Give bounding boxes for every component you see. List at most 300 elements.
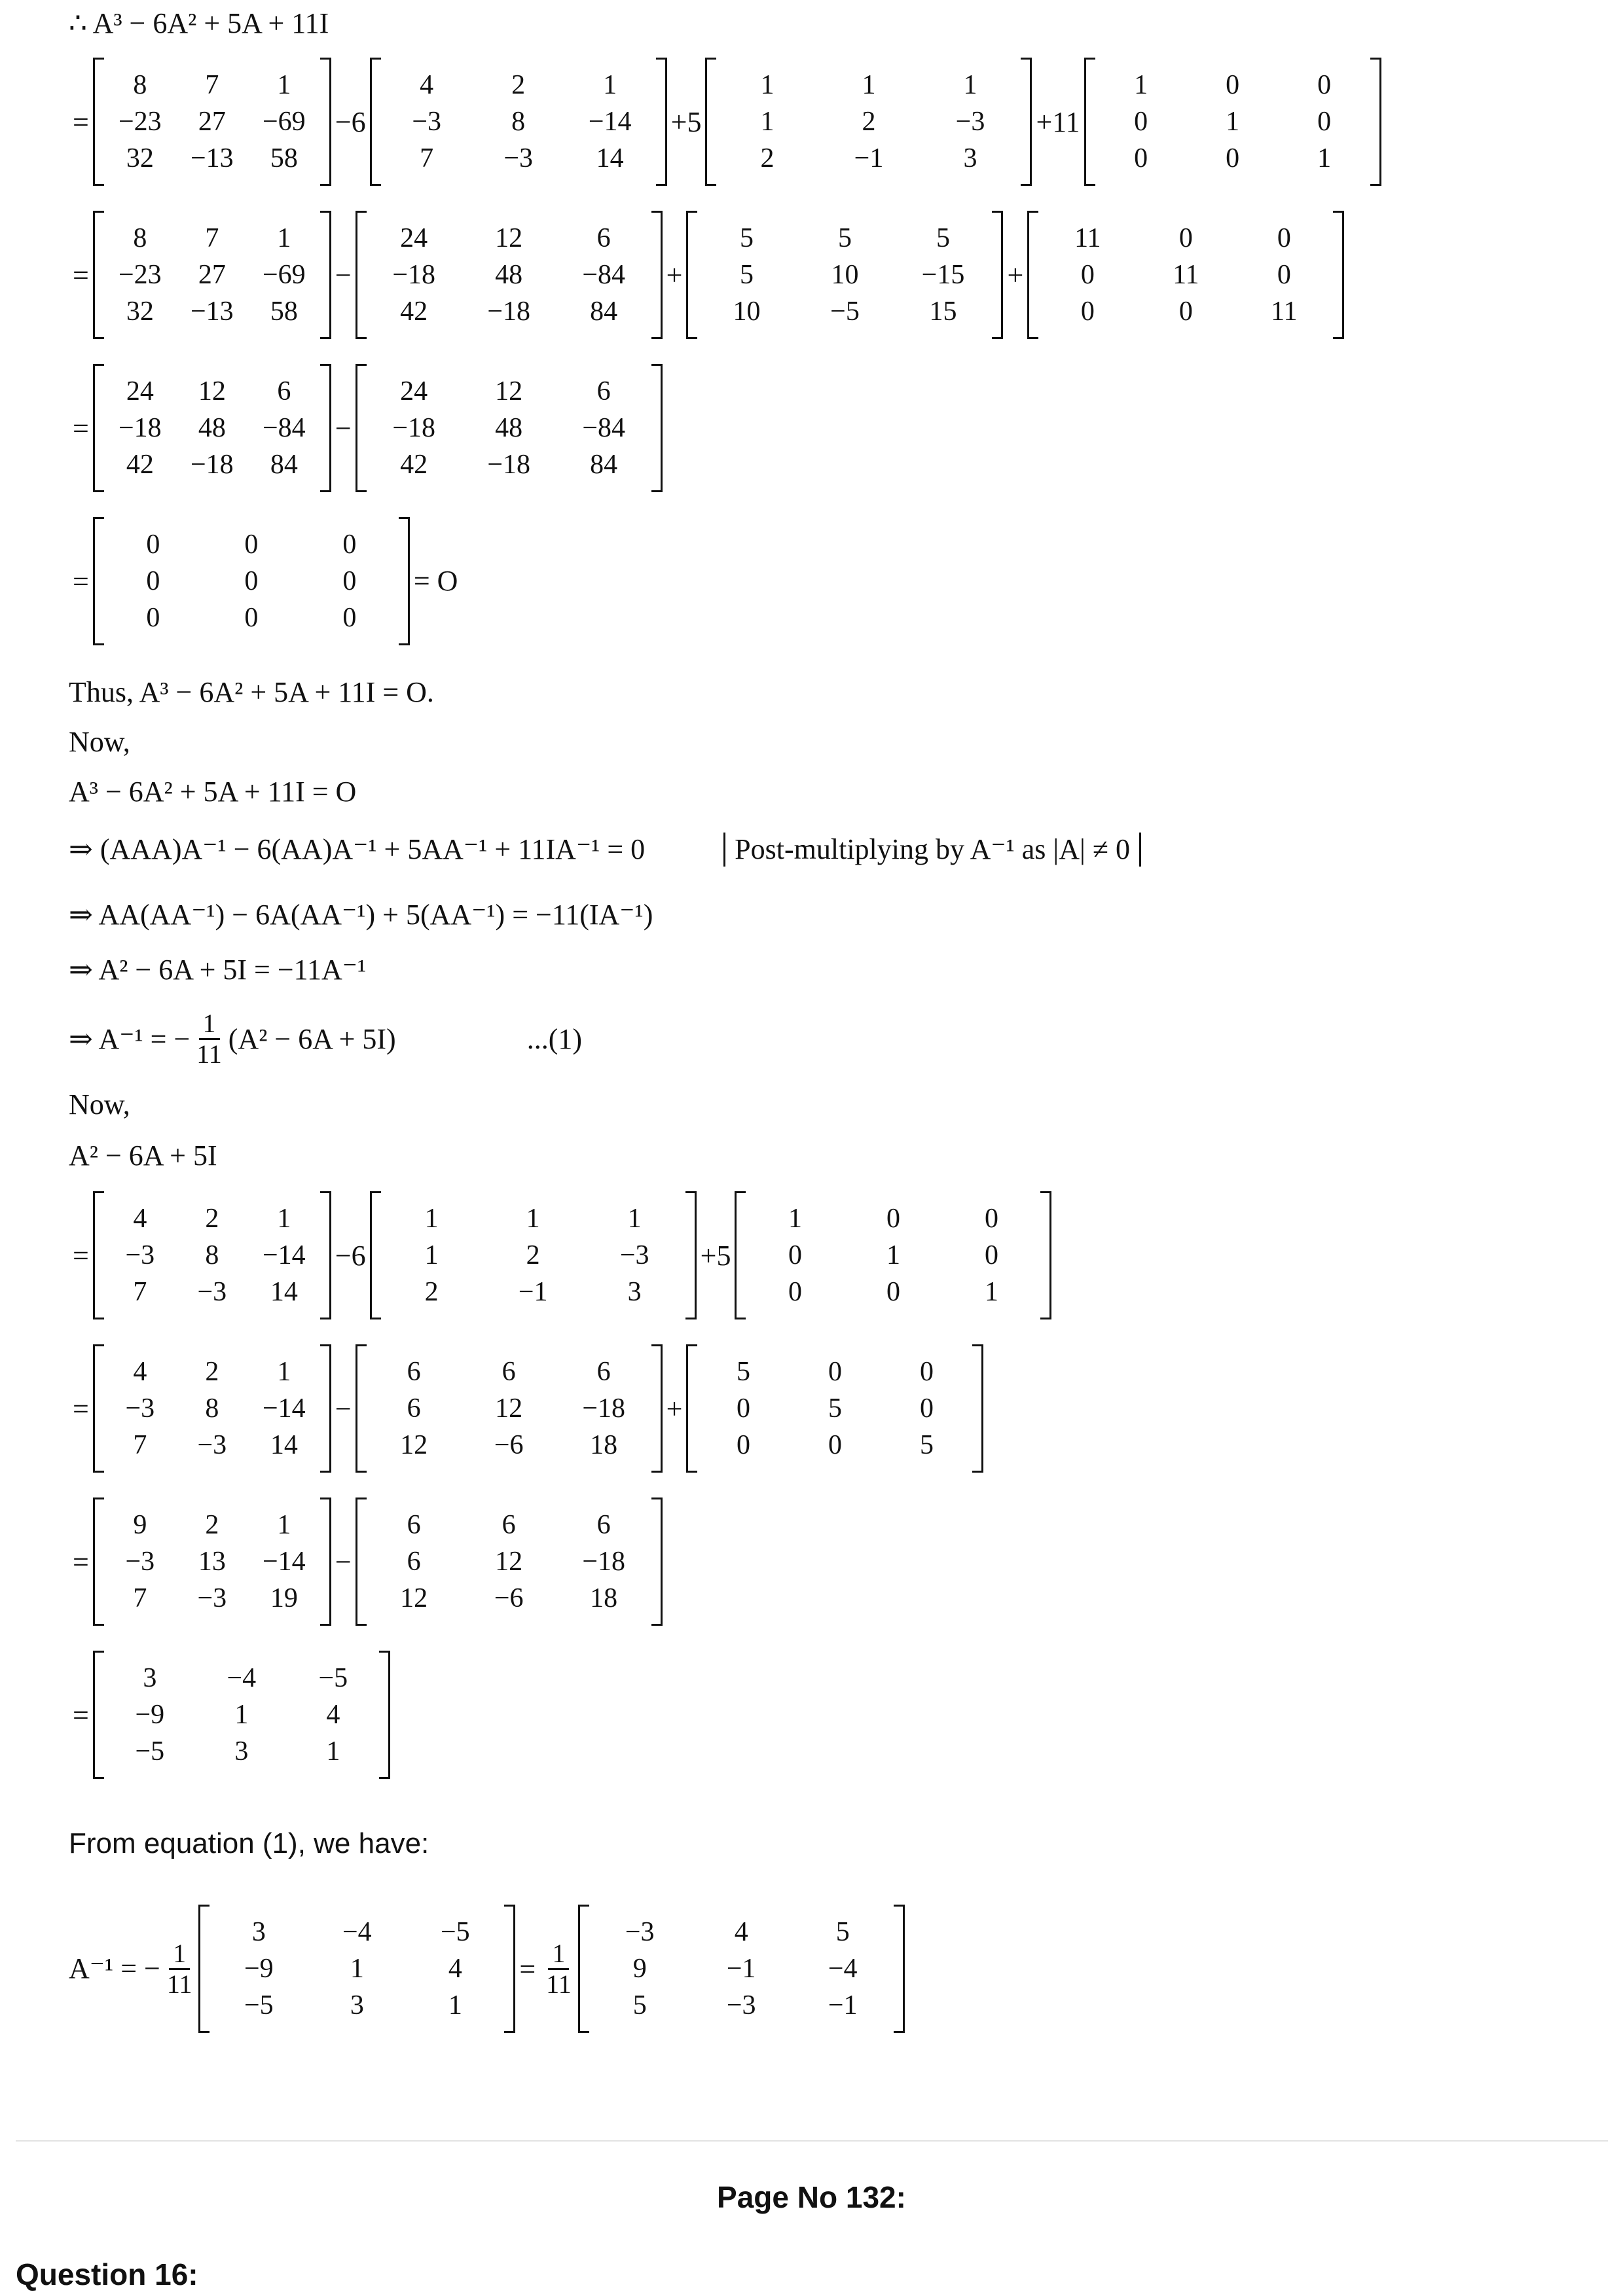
matrix-body (367, 1344, 651, 1473)
matrix-cell: 14 (596, 143, 624, 173)
matrix-cell: 4 (133, 1204, 147, 1234)
matrix-cell: 6 (596, 223, 611, 253)
matrix-cell: 5 (828, 1393, 842, 1424)
matrix-cell: −18 (582, 1547, 625, 1577)
matrix-cell: 15 (929, 296, 957, 327)
matrix-row (104, 1507, 320, 1543)
matrix-cell: 6 (407, 1393, 421, 1424)
matrix-cell: 42 (400, 296, 428, 327)
matrix-body (104, 1498, 320, 1626)
step-4-lhs: ⇒ A⁻¹ = − (69, 1022, 191, 1055)
right-bracket (972, 1344, 983, 1473)
matrix-body (104, 1651, 379, 1779)
matrix-row (367, 220, 651, 257)
right-bracket (1021, 58, 1032, 186)
matrix-row-4 (69, 517, 462, 645)
matrix-cell: 3 (627, 1277, 642, 1307)
matrix-cell: 0 (828, 1357, 842, 1387)
matrix-cell: 11 (1271, 296, 1298, 327)
matrix-identity (735, 1191, 1051, 1319)
matrix-row (104, 1200, 320, 1237)
matrix-cell: 1 (424, 1240, 439, 1270)
matrix-a-cubed (93, 58, 331, 186)
matrix-cell: 58 (270, 143, 298, 173)
matrix-cell: −13 (190, 143, 234, 173)
matrix-cell: −1 (518, 1277, 548, 1307)
equals-sign: = (73, 1698, 89, 1731)
matrix-row (381, 1200, 685, 1237)
equals-zero-matrix: = O (413, 565, 458, 597)
matrix-cell: 42 (400, 450, 428, 480)
right-bracket (320, 58, 331, 186)
step-2-expression: ⇒ AA(AA⁻¹) − 6A(AA⁻¹) + 5(AA⁻¹) = −11(IA⁻¹) (69, 899, 653, 931)
matrix-row (367, 373, 651, 410)
equals-sign: = (73, 412, 89, 444)
matrix-cell: 19 (270, 1583, 298, 1613)
matrix-cell: 1 (326, 1736, 340, 1767)
matrix-row (104, 1427, 320, 1463)
matrix-cell: 0 (1178, 223, 1193, 253)
matrix-cell: 0 (788, 1277, 802, 1307)
matrix-cell: 0 (984, 1204, 998, 1234)
left-bracket (686, 211, 697, 339)
matrix-row (104, 1390, 320, 1427)
operator-plus-5: +5 (700, 1239, 731, 1272)
matrix-row (367, 1390, 651, 1427)
matrix-cell: −5 (135, 1736, 165, 1767)
matrix-cell: 0 (788, 1240, 802, 1270)
matrix-cell: 0 (1277, 223, 1291, 253)
matrix-row (104, 1354, 320, 1390)
matrix-cell: 0 (1317, 70, 1332, 100)
matrix-cell: 5 (835, 1917, 850, 1947)
matrix-cell: 2 (511, 70, 526, 100)
matrix-row (104, 67, 320, 103)
matrix-cell: 1 (277, 1204, 291, 1234)
matrix-cell: −6 (494, 1430, 524, 1460)
operator-plus-5: +5 (670, 105, 702, 138)
left-bracket (1084, 58, 1095, 186)
operator-plus: + (1007, 259, 1024, 291)
matrix-cell: 6 (407, 1547, 421, 1577)
equals-sign: = (73, 105, 89, 138)
matrix-cell: 1 (862, 70, 876, 100)
left-bracket (356, 364, 367, 492)
matrix-cell: −3 (197, 1583, 227, 1613)
matrix-cell: −18 (487, 296, 530, 327)
matrix-cell: 1 (277, 223, 291, 253)
matrix-row (104, 446, 320, 483)
expression-2-line (69, 1141, 217, 1170)
operator-plus: + (666, 259, 683, 291)
matrix-cell: 5 (736, 1357, 750, 1387)
matrix-cell: 10 (733, 296, 761, 327)
matrix-cell: 84 (270, 450, 298, 480)
matrix-cell: 6 (407, 1510, 421, 1540)
matrix-cell: 42 (126, 450, 154, 480)
matrix-cell: 1 (760, 70, 775, 100)
matrix-cell: −18 (190, 450, 234, 480)
left-bracket (93, 1651, 104, 1779)
matrix-cell: 1 (424, 1204, 439, 1234)
matrix-a (370, 1191, 697, 1319)
matrix-cell: 5 (739, 260, 754, 290)
matrix-cell: 1 (1134, 70, 1148, 100)
matrix-cell: 6 (596, 376, 611, 406)
matrix-row (381, 1237, 685, 1274)
left-bracket (93, 1498, 104, 1626)
matrix-row (367, 1543, 651, 1580)
matrix-cell: 0 (342, 566, 357, 596)
matrix-cell: 2 (205, 1357, 219, 1387)
right-bracket (651, 211, 663, 339)
operator-minus-6: −6 (335, 105, 366, 138)
matrix-row (1038, 293, 1333, 330)
now-label: Now, (69, 1088, 130, 1121)
matrix-cell: 0 (244, 529, 259, 560)
matrix-row (367, 1427, 651, 1463)
matrix-cell: 0 (1226, 143, 1240, 173)
matrix-cell: −3 (197, 1277, 227, 1307)
matrix-5-a (686, 211, 1003, 339)
matrix-cell: 1 (350, 1954, 364, 1984)
fraction-denominator: 11 (166, 1969, 192, 1999)
matrix-cell: 32 (126, 296, 154, 327)
fraction-denominator: 11 (196, 1039, 222, 1069)
matrix-cell: −13 (190, 296, 234, 327)
equals-sign: = (73, 1392, 89, 1425)
matrix-cell: 0 (342, 603, 357, 633)
operator-minus: − (335, 412, 352, 444)
matrix-row (697, 1354, 972, 1390)
matrix-body (1038, 211, 1333, 339)
matrix-body (367, 211, 651, 339)
matrix-cell: 0 (1134, 107, 1148, 137)
matrix-row (367, 446, 651, 483)
matrix-cell: 1 (277, 1510, 291, 1540)
left-bracket (356, 211, 367, 339)
matrix-cell: 4 (326, 1700, 340, 1730)
matrix-cell: −3 (125, 1240, 155, 1270)
matrix-cell: 5 (632, 1990, 647, 2020)
matrix-cell: −3 (197, 1430, 227, 1460)
matrix-body (716, 58, 1021, 186)
matrix-cell: 3 (251, 1917, 266, 1947)
right-bracket (894, 1905, 905, 2033)
matrix-cell: 0 (342, 529, 357, 560)
matrix-cell: −84 (582, 413, 625, 443)
matrix-row (104, 373, 320, 410)
matrix-cell: 11 (1074, 223, 1101, 253)
matrix-cell: 12 (400, 1583, 428, 1613)
matrix-row (367, 257, 651, 293)
matrix-cell: −1 (828, 1990, 858, 2020)
matrix-cell: 0 (244, 566, 259, 596)
matrix-cell: 6 (501, 1510, 516, 1540)
matrix-row (746, 1237, 1040, 1274)
matrix-row (1095, 140, 1370, 177)
matrix-cell: 1 (984, 1277, 998, 1307)
operator-minus: − (335, 1392, 352, 1425)
matrix-cell: −18 (582, 1393, 625, 1424)
matrix-cell: 32 (126, 143, 154, 173)
right-bracket (504, 1905, 515, 2033)
matrix-row (210, 1950, 504, 1987)
matrix-cell: 12 (400, 1430, 428, 1460)
matrix-cell: −14 (262, 1240, 306, 1270)
matrix-cell: −9 (244, 1954, 274, 1984)
matrix-cell: 1 (963, 70, 977, 100)
right-bracket (1370, 58, 1381, 186)
matrix-cell: 3 (963, 143, 977, 173)
now-label: Now, (69, 726, 130, 758)
matrix-cell: −18 (487, 450, 530, 480)
step-2-line (69, 901, 653, 929)
matrix-row (104, 563, 399, 600)
matrix-cell: 4 (420, 70, 434, 100)
matrix-cell: −14 (262, 1547, 306, 1577)
matrix-cell: −5 (318, 1663, 348, 1693)
matrix-cell: −15 (921, 260, 965, 290)
matrix-row (104, 1660, 379, 1696)
matrix-cell: 1 (234, 1700, 249, 1730)
matrix-cell: 4 (734, 1917, 748, 1947)
matrix-cell: 0 (736, 1430, 750, 1460)
matrix-6-a (356, 1498, 663, 1626)
left-bracket (93, 1344, 104, 1473)
matrix-body (104, 58, 320, 186)
matrix-row (367, 1580, 651, 1617)
step-3-expression: ⇒ A² − 6A + 5I = −11A⁻¹ (69, 954, 367, 986)
matrix-row-5 (69, 1191, 1051, 1319)
matrix-cell: 7 (420, 143, 434, 173)
matrix-cell: 1 (277, 1357, 291, 1387)
matrix-body (697, 211, 992, 339)
right-bracket (320, 1344, 331, 1473)
matrix-row (716, 140, 1021, 177)
matrix-row-6 (69, 1344, 983, 1473)
matrix-cell: 7 (205, 223, 219, 253)
fraction-one-eleventh (192, 1009, 226, 1069)
matrix-cell: 24 (400, 376, 428, 406)
left-bracket (198, 1905, 210, 2033)
right-bracket (399, 517, 410, 645)
matrix-cell: 2 (862, 107, 876, 137)
matrix-cell: 84 (590, 450, 618, 480)
right-bracket (320, 1191, 331, 1319)
matrix-row-7 (69, 1498, 663, 1626)
matrix-row (210, 1987, 504, 2024)
matrix-cell: −3 (726, 1990, 756, 2020)
matrix-cell: −18 (118, 413, 162, 443)
equals-sign: = (73, 1239, 89, 1272)
matrix-cell: 12 (495, 223, 523, 253)
matrix-row (367, 1354, 651, 1390)
matrix-row (589, 1987, 894, 2024)
equals-sign: = (519, 1952, 536, 1985)
left-bracket (686, 1344, 697, 1473)
matrix-cell: −4 (227, 1663, 257, 1693)
matrix-cell: 0 (919, 1357, 934, 1387)
matrix-cell: 1 (760, 107, 775, 137)
right-bracket (1040, 1191, 1051, 1319)
matrix-row (381, 103, 656, 140)
matrix-row (589, 1950, 894, 1987)
matrix-cell: 0 (244, 603, 259, 633)
matrix-cell: −69 (262, 260, 306, 290)
thus-statement: Thus, A³ − 6A² + 5A + 11I = O. (69, 676, 434, 708)
matrix-inverse (578, 1905, 905, 2033)
matrix-cell: −3 (412, 107, 441, 137)
matrix-row (1038, 257, 1333, 293)
matrix-cell: −23 (118, 107, 162, 137)
page-number: Page No 132: (717, 2180, 906, 2214)
operator-minus-6: −6 (335, 1239, 366, 1272)
operator-plus-11: +11 (1036, 105, 1080, 138)
matrix-cell: 48 (198, 413, 226, 443)
matrix-6-a (356, 1344, 663, 1473)
matrix-6-a-squared (356, 211, 663, 339)
matrix-cell: 2 (760, 143, 775, 173)
matrix-row (104, 103, 320, 140)
matrix-cell: −6 (494, 1583, 524, 1613)
matrix-cell: 14 (270, 1277, 298, 1307)
left-bracket (93, 211, 104, 339)
matrix-body (367, 364, 651, 492)
matrix-row (589, 1914, 894, 1950)
matrix-cell: 12 (198, 376, 226, 406)
matrix-cell: 1 (448, 1990, 462, 2020)
matrix-cell: −84 (582, 260, 625, 290)
matrix-result (93, 1651, 390, 1779)
matrix-cell: −14 (262, 1393, 306, 1424)
step-3-line (69, 956, 366, 984)
now-line-1 (69, 728, 130, 757)
right-bracket (320, 1498, 331, 1626)
matrix-cell: 3 (143, 1663, 157, 1693)
matrix-cell: 5 (936, 223, 950, 253)
left-bracket (370, 58, 381, 186)
matrix-cell: 12 (495, 376, 523, 406)
left-bracket (1027, 211, 1038, 339)
matrix-cell: 27 (198, 260, 226, 290)
matrix-row (746, 1274, 1040, 1310)
matrix-cell: 8 (133, 70, 147, 100)
now-line-2 (69, 1090, 130, 1119)
operator-minus: − (335, 1545, 352, 1578)
right-bracket (656, 58, 667, 186)
matrix-row (210, 1914, 504, 1950)
matrix-cell: 48 (495, 260, 523, 290)
therefore-expression: ∴ A³ − 6A² + 5A + 11I (69, 7, 329, 39)
matrix-result-left (93, 364, 331, 492)
matrix-cell: −1 (726, 1954, 756, 1984)
matrix-a-squared (93, 1191, 331, 1319)
matrix-cell: 0 (146, 603, 160, 633)
matrix-cell: 5 (837, 223, 852, 253)
post-multiply-note-text: Post-multiplying by A⁻¹ as |A| ≠ 0 (735, 833, 1130, 865)
matrix-row (697, 293, 992, 330)
matrix-row (104, 526, 399, 563)
matrix-cell: 0 (984, 1240, 998, 1270)
matrix-cell: 27 (198, 107, 226, 137)
matrix-a-cubed (93, 211, 331, 339)
matrix-row (104, 600, 399, 636)
matrix-a (705, 58, 1032, 186)
matrix-cell: 58 (270, 296, 298, 327)
matrix-row-8 (69, 1651, 390, 1779)
matrix-cell: −3 (955, 107, 985, 137)
matrix-row (716, 103, 1021, 140)
matrix-cell: 8 (511, 107, 526, 137)
matrix-cell: 10 (831, 260, 859, 290)
matrix-row (104, 293, 320, 330)
matrix-row (367, 293, 651, 330)
step-4-rhs: (A² − 6A + 5I) (228, 1022, 396, 1055)
left-bracket (356, 1344, 367, 1473)
matrix-cell: −5 (244, 1990, 274, 2020)
matrix-row (381, 1274, 685, 1310)
matrix-cell: 2 (205, 1204, 219, 1234)
matrix-cell: 3 (350, 1990, 364, 2020)
matrix-row (716, 67, 1021, 103)
right-bracket (992, 211, 1003, 339)
step-1-line (69, 833, 1141, 867)
matrix-cell: 8 (133, 223, 147, 253)
matrix-cell: 2 (205, 1510, 219, 1540)
matrix-cell: 18 (590, 1583, 618, 1613)
expression-2: A² − 6A + 5I (69, 1139, 217, 1172)
operator-minus: − (335, 259, 352, 291)
from-equation-text: From equation (1), we have: (69, 1827, 429, 1859)
matrix-body (104, 364, 320, 492)
matrix-body (381, 58, 656, 186)
matrix-a-squared (370, 58, 667, 186)
matrix-result (198, 1905, 515, 2033)
matrix-cell: 7 (133, 1277, 147, 1307)
right-bracket (651, 1498, 663, 1626)
fraction-numerator: 1 (199, 1009, 220, 1040)
equals-sign: = (73, 565, 89, 598)
operator-plus: + (666, 1392, 683, 1425)
matrix-row (104, 220, 320, 257)
matrix-cell: 1 (277, 70, 291, 100)
matrix-body (210, 1905, 504, 2033)
matrix-cell: 1 (526, 1204, 540, 1234)
matrix-cell: 8 (205, 1393, 219, 1424)
matrix-cell: 6 (501, 1357, 516, 1387)
matrix-cell: −84 (262, 413, 306, 443)
matrix-cell: 13 (198, 1547, 226, 1577)
matrix-row (381, 140, 656, 177)
left-bracket (93, 517, 104, 645)
matrix-cell: −69 (262, 107, 306, 137)
matrix-cell: 4 (133, 1357, 147, 1387)
matrix-cell: 0 (1178, 296, 1193, 327)
matrix-cell: 6 (407, 1357, 421, 1387)
matrix-cell: 0 (1134, 143, 1148, 173)
right-bracket (379, 1651, 390, 1779)
matrix-row (367, 1507, 651, 1543)
matrix-row (697, 1390, 972, 1427)
matrix-cell: 0 (886, 1277, 900, 1307)
right-bracket (651, 364, 663, 492)
matrix-cell: 12 (495, 1393, 523, 1424)
equation-zero: A³ − 6A² + 5A + 11I = O (69, 776, 357, 808)
matrix-cell: −3 (619, 1240, 649, 1270)
matrix-cell: 5 (739, 223, 754, 253)
matrix-cell: 0 (1317, 107, 1332, 137)
